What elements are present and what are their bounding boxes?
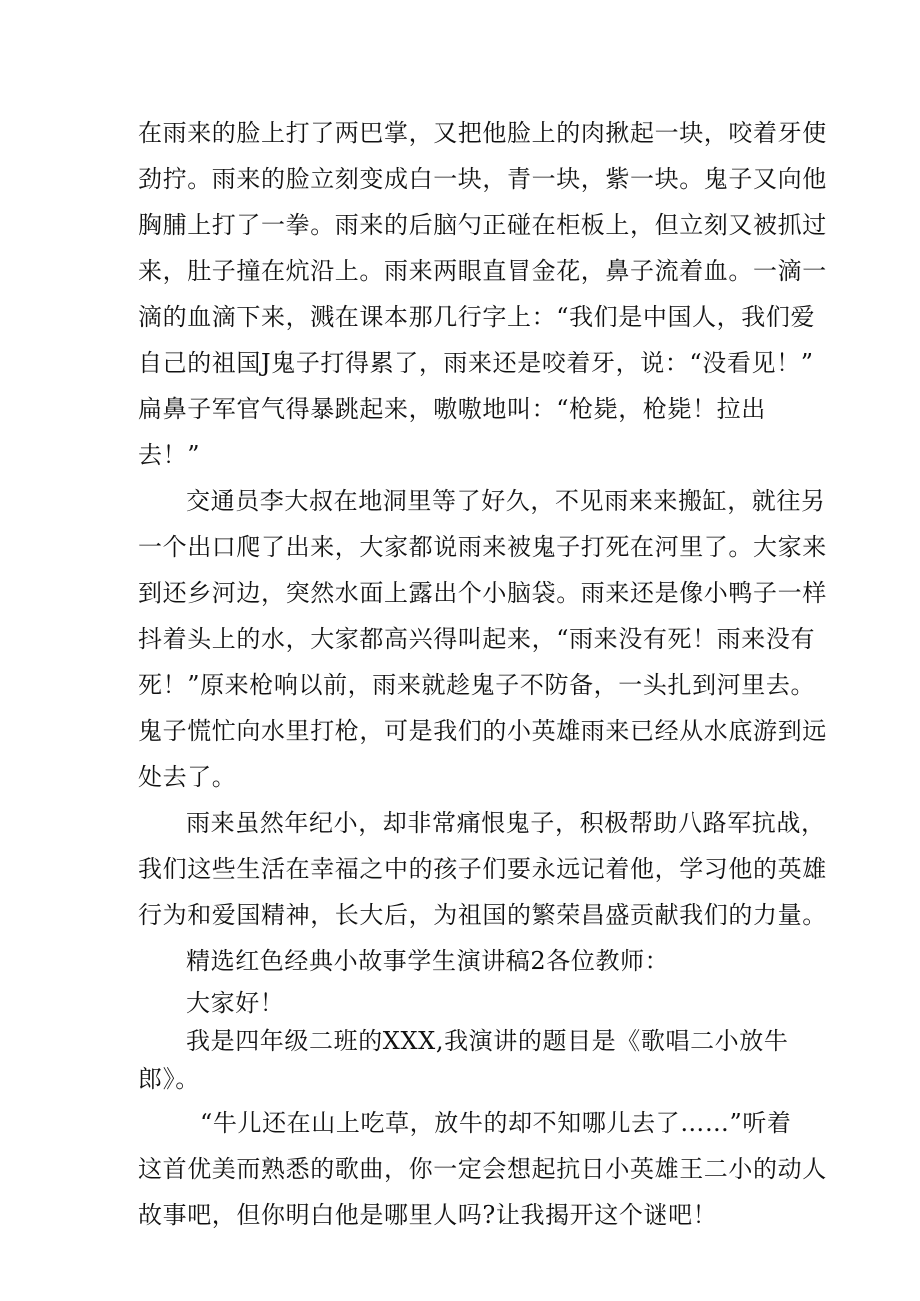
text-line: 处去了。 (138, 763, 237, 791)
text-line: 滴的血滴下来，溅在课本那几行字上：“我们是中国人，我们爱 (138, 303, 816, 331)
section-title-line: 精选红色经典小故事学生演讲稿2各位教师： (186, 947, 670, 975)
text-line: 这首优美而熟悉的歌曲，你一定会想起抗日小英雄王二小的动人 (138, 1155, 827, 1183)
text-line: 故事吧，但你明白他是哪里人吗?让我揭开这个谜吧！ (138, 1201, 718, 1229)
text-line: 抖着头上的水，大家都高兴得叫起来，“雨来没有死！雨来没有 (138, 625, 816, 653)
text-line: 劲拧。雨来的脸立刻变成白一块，青一块，紫一块。鬼子又向他 (138, 165, 827, 193)
text-line: 死！”原来枪响以前，雨来就趁鬼子不防备，一头扎到河里去。 (138, 671, 816, 699)
text-line: 自己的祖国J鬼子打得累了，雨来还是咬着牙，说：“没看见！” (138, 349, 814, 377)
text-line: 扁鼻子军官气得暴跳起来，嗷嗷地叫：“枪毙，枪毙！拉出 (138, 395, 766, 423)
text-line: 郎》。 (138, 1065, 200, 1093)
text-line: 到还乡河边，突然水面上露出个小脑袋。雨来还是像小鸭子一样 (138, 579, 827, 607)
text-line: 去！” (138, 441, 201, 469)
text-line: 行为和爱国精神，长大后，为祖国的繁荣昌盛贡献我们的力量。 (138, 901, 827, 929)
paragraph-start-line: 雨来虽然年纪小，却非常痛恨鬼子，积极帮助八路军抗战， (186, 809, 826, 837)
greeting-line: 大家好！ (186, 989, 285, 1017)
text-line: 鬼子慌忙向水里打枪，可是我们的小英雄雨来已经从水底游到远 (138, 717, 827, 745)
text-line: 一个出口爬了出来，大家都说雨来被鬼子打死在河里了。大家来 (138, 533, 827, 561)
text-line: 胸脯上打了一拳。雨来的后脑勺正碰在柜板上，但立刻又被抓过 (138, 211, 827, 239)
document-body (138, 110, 827, 1238)
text-line: 我们这些生活在幸福之中的孩子们要永远记着他，学习他的英雄 (138, 855, 827, 883)
paragraph-start-line: 我是四年级二班的XXX,我演讲的题目是《歌唱二小放牛 (186, 1027, 789, 1055)
text-line: 在雨来的脸上打了两巴掌，又把他脸上的肉揪起一块，咬着牙使 (138, 119, 827, 147)
text-line: 来，肚子撞在炕沿上。雨来两眼直冒金花，鼻子流着血。一滴一 (138, 257, 827, 285)
paragraph-start-line: “牛儿还在山上吃草，放牛的却不知哪儿去了……”听着 (200, 1109, 792, 1137)
paragraph-start-line: 交通员李大叔在地洞里等了好久，不见雨来来搬缸，就往另 (186, 487, 826, 515)
